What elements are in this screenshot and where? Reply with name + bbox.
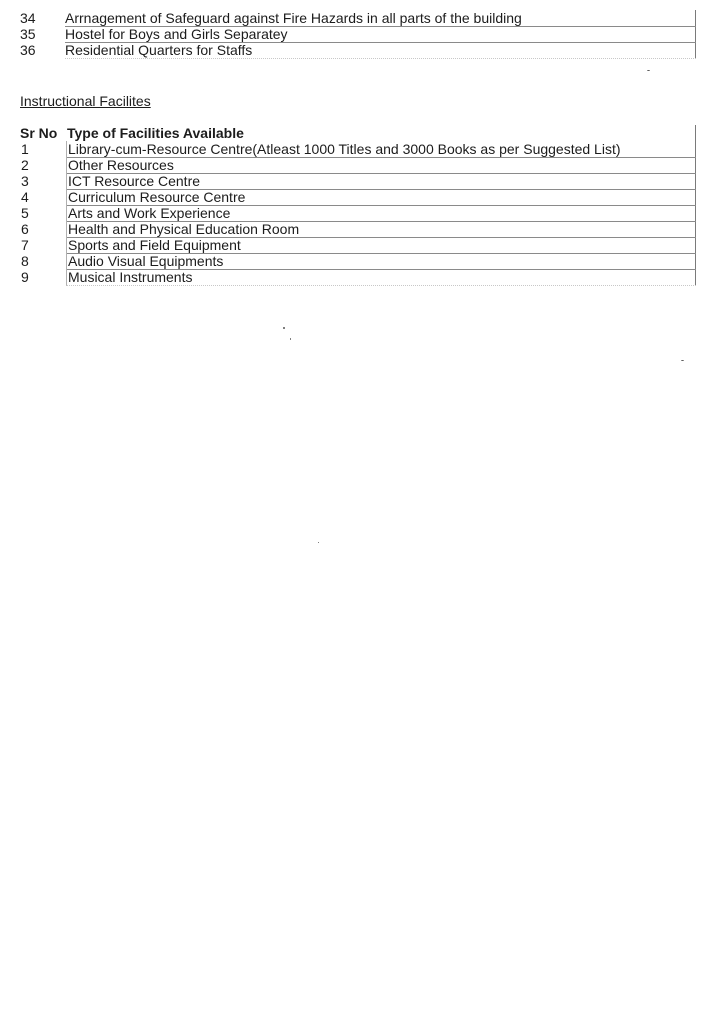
- row-text: Arts and Work Experience: [66, 205, 696, 222]
- table-row: [20, 221, 696, 237]
- instructional-facilities-table: [20, 125, 696, 285]
- row-text: Hostel for Boys and Girls Separatey: [65, 26, 696, 43]
- row-number: 8: [21, 253, 29, 269]
- table-row: [20, 157, 696, 173]
- row-number: 1: [21, 141, 29, 157]
- facilities-continuation-table: [20, 10, 696, 58]
- table-row: [20, 10, 696, 26]
- table-row: [20, 26, 696, 42]
- row-number: 6: [21, 221, 29, 237]
- row-text: Musical Instruments: [66, 269, 696, 286]
- row-text: Sports and Field Equipment: [66, 237, 696, 254]
- table-row: [20, 42, 696, 58]
- column-header-type: Type of Facilities Available: [67, 125, 244, 141]
- scan-speck: [290, 338, 291, 340]
- row-text: Library-cum-Resource Centre(Atleast 1000 Titles and 3000 Books as per Suggested List): [66, 141, 696, 158]
- row-number: 3: [21, 173, 29, 189]
- row-number: 5: [21, 205, 29, 221]
- table-row: [20, 173, 696, 189]
- scan-speck: [318, 542, 319, 543]
- row-number: 4: [21, 189, 29, 205]
- table-row: [20, 237, 696, 253]
- table-row: [20, 253, 696, 269]
- table-row: [20, 269, 696, 285]
- table-header: [20, 125, 696, 141]
- table-row: [20, 205, 696, 221]
- row-number: 2: [21, 157, 29, 173]
- scan-speck: [283, 327, 285, 329]
- row-text: ICT Resource Centre: [66, 173, 696, 190]
- scan-speck: [647, 70, 650, 71]
- table-row: [20, 141, 696, 157]
- row-number: 9: [21, 269, 29, 285]
- row-number: 34: [20, 10, 36, 26]
- section-heading: Instructional Facilites: [20, 93, 151, 109]
- row-text: Health and Physical Education Room: [66, 221, 696, 238]
- row-text: Curriculum Resource Centre: [66, 189, 696, 206]
- row-number: 7: [21, 237, 29, 253]
- row-text: Audio Visual Equipments: [66, 253, 696, 270]
- column-header-sr-no: Sr No: [20, 125, 58, 141]
- row-text: Residential Quarters for Staffs: [65, 42, 696, 59]
- row-text: Arrnagement of Safeguard against Fire Hazards in all parts of the building: [65, 10, 696, 27]
- row-number: 36: [20, 42, 36, 58]
- row-text: Other Resources: [66, 157, 696, 174]
- row-number: 35: [20, 26, 36, 42]
- scan-speck: [681, 360, 684, 361]
- table-row: [20, 189, 696, 205]
